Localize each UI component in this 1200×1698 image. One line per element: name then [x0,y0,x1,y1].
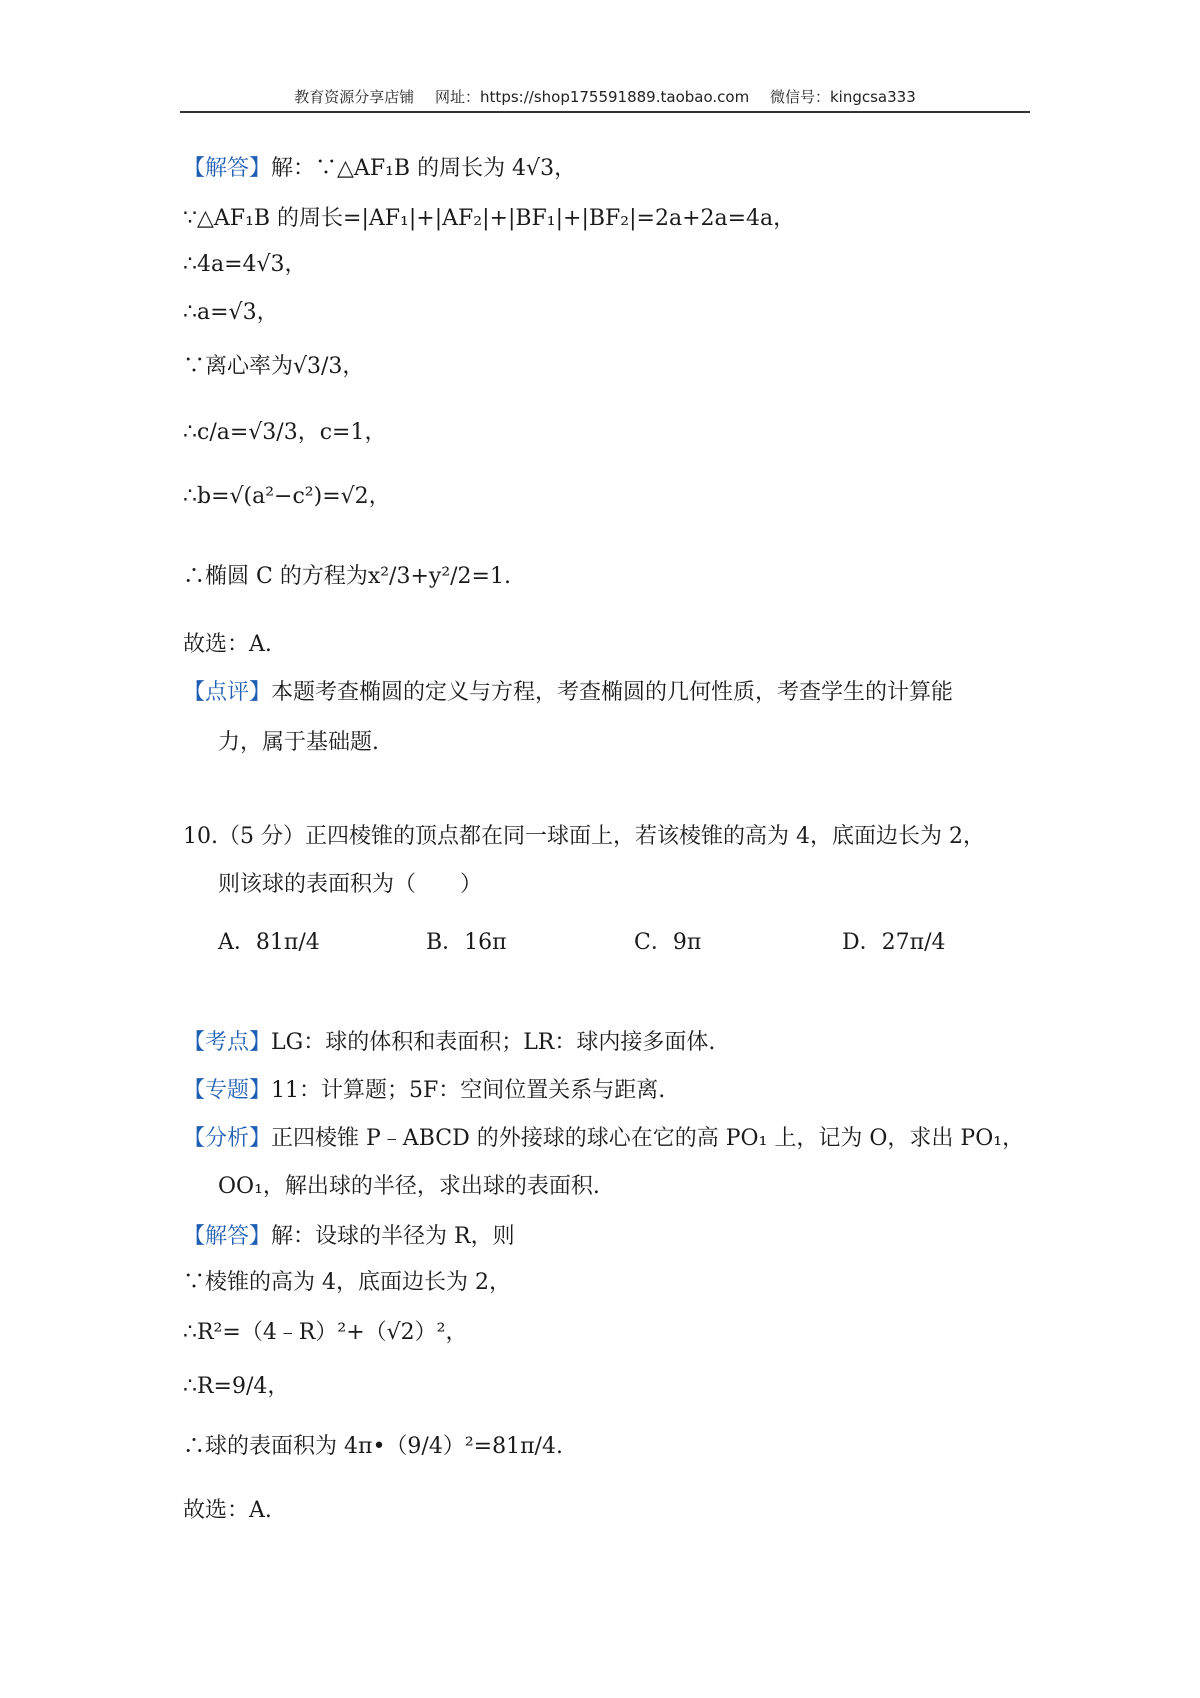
page-header [180,86,1030,107]
q10-answer-tag: 【解答】 [183,1224,272,1249]
header-rule [180,111,1030,113]
q9-l5: ∵离心率为√3/3， [183,354,365,379]
q10-answer-line-1 [183,1222,515,1252]
q9-l3: ∴4a=4√3， [183,252,307,277]
header-shop: 教育资源分享店铺 [294,88,415,106]
header-site: 网址：https://shop175591889.taobao.com [435,88,750,106]
q9-choose: 故选：A. [183,632,272,657]
q9-answer-line-1 [183,154,576,184]
q9-l8: ∴椭圆 C 的方程为x²/3+y²/2=1. [183,564,511,589]
q9-comment-1: 本题考查椭圆的定义与方程，考查椭圆的几何性质，考查学生的计算能 [271,680,954,705]
q9-l7: ∴b=√(a²−c²)=√2， [183,484,391,509]
q10-fenxi-tag: 【分析】 [183,1126,272,1151]
q10-zhuanti-tag: 【专题】 [183,1078,272,1103]
q9-comment-2: 力，属于基础题. [218,730,379,755]
q10-kaodian: LG：球的体积和表面积；LR：球内接多面体. [271,1030,716,1055]
q10-choose: 故选：A. [183,1498,272,1523]
q10-zhuanti-line [183,1076,665,1106]
q10-a4: ∴R=9/4， [183,1374,290,1399]
q9-comment-tag: 【点评】 [183,680,272,705]
q10-options [218,928,1050,958]
header-wechat: 微信号：kingcsa333 [769,88,916,106]
q9-comment-line-1 [183,678,953,708]
q10-option-b: B．16π [426,930,507,955]
q10-a3: ∴R²=（4﹣R）²+（√2）²， [183,1320,468,1345]
q10-zhuanti: 11：计算题；5F：空间位置关系与距离. [271,1078,666,1103]
q10-a2: ∵棱锥的高为 4，底面边长为 2， [183,1270,511,1295]
q9-l1: 解：∵△AF₁B 的周长为 4√3， [271,156,577,181]
q10-option-c: C．9π [634,930,702,955]
q9-l6: ∴c/a=√3/3，c=1， [183,420,387,445]
q9-l2: ∵△AF₁B 的周长=|AF₁|+|AF₂|+|BF₁|+|BF₂|=2a+2a=4a， [183,206,796,231]
q9-answer-tag: 【解答】 [183,156,272,181]
q10-kaodian-line [183,1028,715,1058]
q10-stem-1: 10.（5 分）正四棱锥的顶点都在同一球面上，若该棱锥的高为 4，底面边长为 2， [183,824,985,849]
q10-kaodian-tag: 【考点】 [183,1030,272,1055]
q10-a1: 解：设球的半径为 R，则 [271,1224,515,1249]
q10-fenxi-2: OO₁，解出球的半径，求出球的表面积. [218,1174,600,1199]
q10-option-a: A．81π/4 [218,930,320,955]
q10-fenxi-line-1 [183,1124,1024,1154]
q9-l4: ∴a=√3， [183,300,279,325]
q10-option-d: D．27π/4 [842,930,946,955]
q10-stem-2: 则该球的表面积为（ ） [218,872,483,897]
q10-a5: ∴球的表面积为 4π•（9/4）²=81π/4. [183,1434,563,1459]
q10-fenxi-1: 正四棱锥 P﹣ABCD 的外接球的球心在它的高 PO₁ 上，记为 O，求出 PO₁， [271,1126,1025,1151]
